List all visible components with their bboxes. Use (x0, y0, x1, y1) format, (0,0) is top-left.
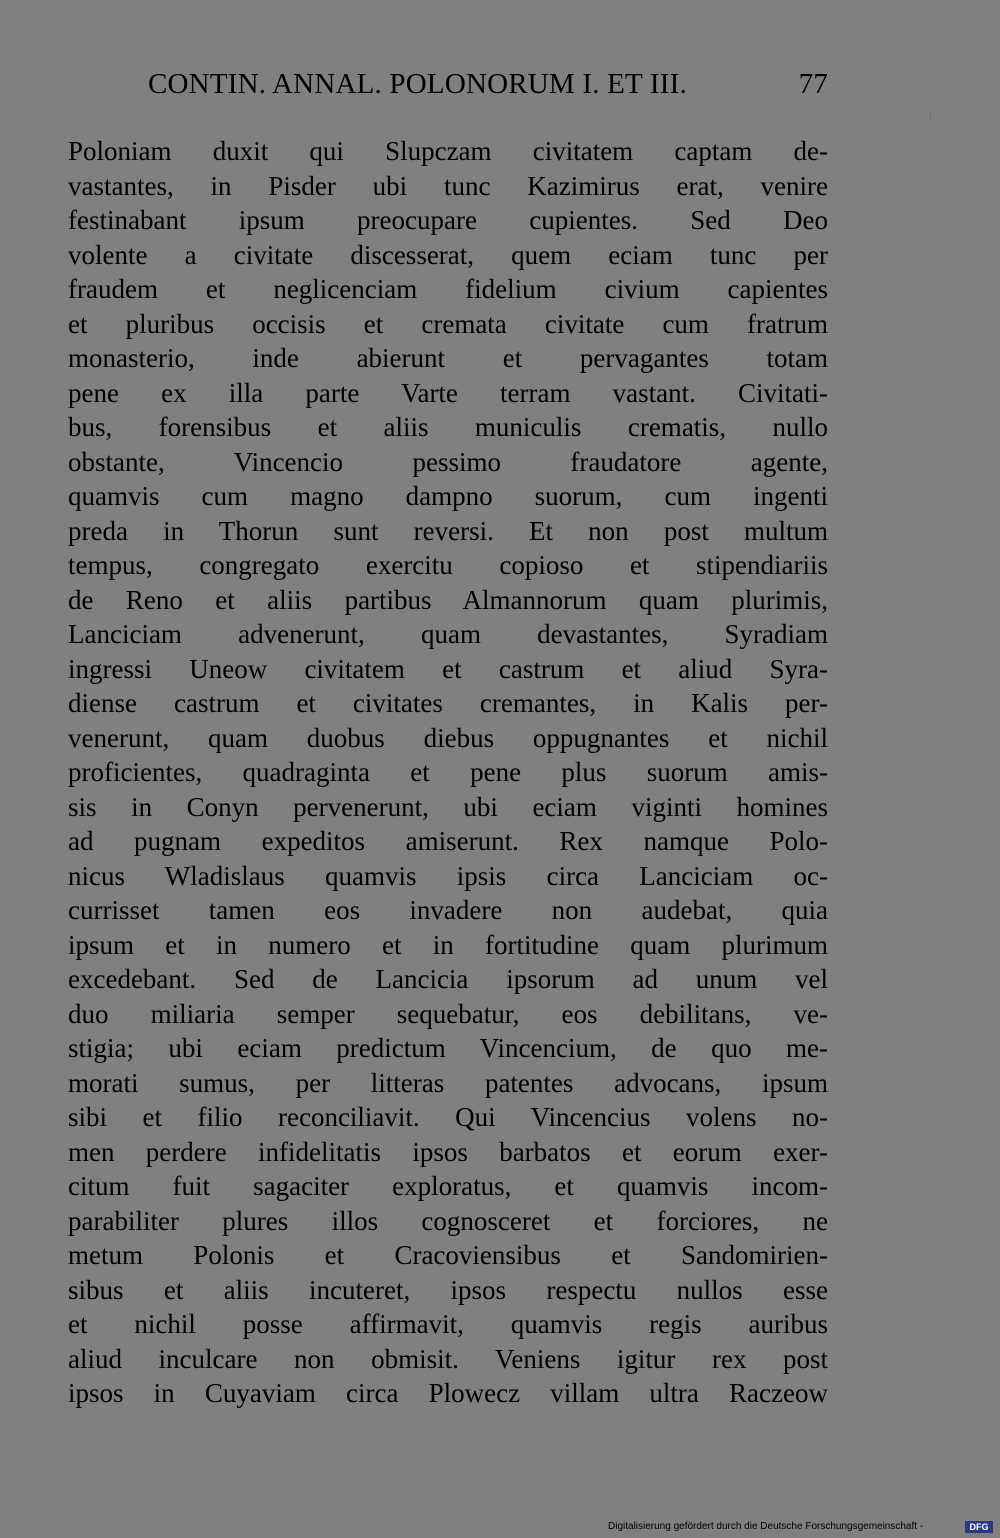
body-text (68, 134, 828, 1411)
text-line: proficientes, quadraginta et pene plus suorum amis- (68, 757, 828, 787)
text-line: quamvis cum magno dampno suorum, cum ingenti (68, 481, 828, 511)
page-header (148, 60, 828, 108)
text-line: stigia; ubi eciam predictum Vincencium, de quo me- (68, 1033, 828, 1063)
text-line: vastantes, in Pisder ubi tunc Kazimirus erat, venire (68, 170, 828, 201)
text-line: sibi et filio reconciliavit. Qui Vincencius volens no- (68, 1102, 828, 1132)
text-line: currisset tamen eos invadere non audebat, quia (68, 895, 828, 925)
text-line: volente a civitate discesserat, quem eciam tunc per (68, 239, 828, 270)
text-line: et nichil posse affirmavit, quamvis regis auribus (68, 1309, 828, 1339)
text-line: monasterio, inde abierunt et pervagantes totam (68, 343, 828, 373)
text-line: Lanciciam advenerunt, quam devastantes, Syradiam (68, 619, 828, 649)
text-line: nicus Wladislaus quamvis ipsis circa Lanciciam oc- (68, 860, 828, 891)
text-line: diense castrum et civitates cremantes, in Kalis per- (68, 688, 828, 718)
text-line: ad pugnam expeditos amiserunt. Rex namque Polo- (68, 826, 828, 856)
text-line: tempus, congregato exercitu copioso et stipendiariis (68, 550, 828, 580)
text-line: sibus et aliis incuteret, ipsos respectu nullos esse (68, 1274, 828, 1305)
text-line: bus, forensibus et aliis municulis crematis, nullo (68, 412, 828, 442)
text-line: fraudem et neglicenciam fidelium civium capientes (68, 274, 828, 304)
text-line: citum fuit sagaciter exploratus, et quamvis incom- (68, 1171, 828, 1201)
text-line: ipsos in Cuyaviam circa Plowecz villam ultra Raczeow (68, 1378, 828, 1408)
running-title: CONTIN. ANNAL. POLONORUM I. ET III. (148, 68, 687, 100)
text-line: obstante, Vincencio pessimo fraudatore agente, (68, 446, 828, 477)
text-line: festinabant ipsum preocupare cupientes. Sed Deo (68, 205, 828, 235)
text-line: venerunt, quam duobus diebus oppugnantes et nichil (68, 722, 828, 753)
text-line: metum Polonis et Cracoviensibus et Sandomirien- (68, 1240, 828, 1270)
text-line: et pluribus occisis et cremata civitate cum fratrum (68, 308, 828, 339)
text-line: men perdere infidelitatis ipsos barbatos et eorum exer- (68, 1136, 828, 1167)
text-line: morati sumus, per litteras patentes advocans, ipsum (68, 1067, 828, 1098)
text-line: parabiliter plures illos cognosceret et forciores, ne (68, 1205, 828, 1236)
text-line: Poloniam duxit qui Slupczam civitatem captam de- (68, 136, 828, 166)
text-line: de Reno et aliis partibus Almannorum quam plurimis, (68, 584, 828, 615)
text-line: pene ex illa parte Varte terram vastant. Civitati- (68, 377, 828, 408)
digitization-credit: Digitalisierung gefördert durch die Deutsche Forschungsgemeinschaft - (608, 1521, 924, 1532)
text-line: ipsum et in numero et in fortitudine quam plurimum (68, 929, 828, 960)
text-line: duo miliaria semper sequebatur, eos debilitans, ve- (68, 998, 828, 1029)
scan-mark (930, 112, 931, 120)
text-line: sis in Conyn pervenerunt, ubi eciam viginti homines (68, 791, 828, 822)
text-line: preda in Thorun sunt reversi. Et non post multum (68, 515, 828, 546)
text-line: ingressi Uneow civitatem et castrum et aliud Syra- (68, 653, 828, 684)
dfg-logo: DFG (965, 1521, 993, 1533)
text-line: excedebant. Sed de Lancicia ipsorum ad unum vel (68, 964, 828, 994)
text-line: aliud inculcare non obmisit. Veniens igitur rex post (68, 1343, 828, 1374)
page-number: 77 (798, 68, 828, 100)
